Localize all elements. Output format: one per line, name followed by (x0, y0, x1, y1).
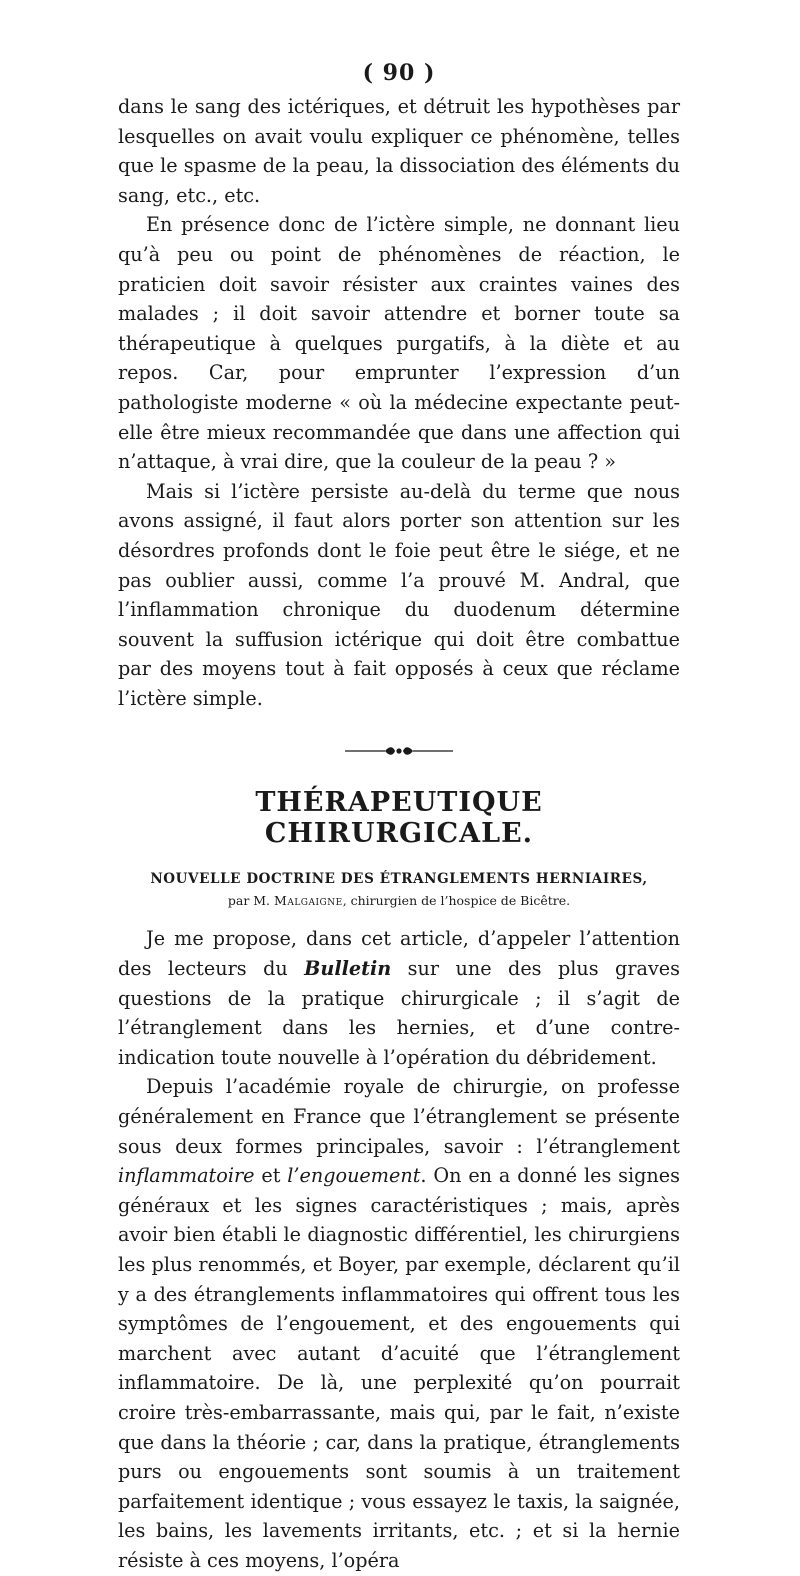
byline-suffix: , chirurgien de l’hospice de Bicêtre. (342, 893, 571, 909)
paragraph-academy (118, 1072, 680, 1575)
paragraph-simple-icterus: En présence donc de l’ictère simple, ne donnant lieu qu’à peu ou point de phénomènes de réaction, le praticien doit savoir résister aux craintes vaines des malades ; il doit savoir attendre et borner toute sa thérapeutique à quelques purgatifs, à la diète et au repos. Car, pour emprunter l’expression d’un pathologiste moderne « où la médecine expectante peut-elle être mieux recommandée que dans une affection qui n’attaque, à vrai dire, que la couleur de la peau ? » (118, 213, 680, 474)
journal-title: Bulletin (304, 957, 392, 981)
article-title: NOUVELLE DOCTRINE DES ÉTRANGLEMENTS HERNIAIRES, (150, 871, 648, 888)
ornamental-divider (118, 743, 680, 757)
academy-text-1: Depuis l’académie royale de chirurgie, on professe généralement en France que l’étranglement se présente sous deux formes principales, savoir : l’étranglement (118, 1075, 680, 1158)
book-page (118, 60, 680, 1576)
author-name: Malgaigne (274, 893, 343, 909)
byline-prefix: par M. (227, 893, 271, 909)
article-byline (118, 893, 680, 908)
term-inflammatoire: inflammatoire (118, 1164, 255, 1188)
intro-text-start: Je me propose, dans cet article, d’appeler l’attention des lecteurs du (118, 927, 680, 981)
section-title: THÉRAPEUTIQUE CHIRURGICALE. (255, 787, 543, 850)
paragraph-persistent-icterus: Mais si l’ictère persiste au-delà du terme que nous avons assigné, il faut alors porter son attention sur les désordres profonds dont le foie peut être le siége, et ne pas oublier aussi, comme l’a prouvé M. Andral, que l’inflammation chronique du duodenum détermine souvent la suffusion ictérique qui doit être combattue par des moyens tout à fait opposés à ceux que réclame l’ictère simple. (118, 479, 680, 710)
academy-text-3: . On en a donné les signes généraux et les signes caractéristiques ; mais, après avoir bien établi le diagnostic différentiel, les chirurgiens les plus renommés, et Boyer, par exemple, déclarent qu’il y a des étranglements inflammatoires qui offrent tous les symptômes de l’engouement, et des engouements qui marchent avec autant d’acuité que l’étranglement inflammatoire. De là, une perplexité qu’on pourrait croire très-embarrassante, mais qui, par le fait, n’existe que dans la théorie ; car, dans la pratique, étranglements purs ou engouements sont soumis à un traitement parfaitement identique ; vous essayez le taxis, la saignée, les bains, les lavements irritants, etc. ; et si la hernie résiste à ces moyens, l’opéra (118, 1164, 680, 1572)
page-number: ( 90 ) (362, 60, 436, 86)
term-engouement: l’engouement (287, 1164, 421, 1188)
intro-text-end: sur une des plus graves questions de la pratique chirurgicale ; il s’agit de l’étranglement dans les hernies, et d’une contre-indication toute nouvelle à l’opération du débridement. (118, 957, 680, 1069)
ornament-icon (339, 744, 459, 758)
academy-text-2: et (254, 1164, 288, 1188)
paragraph-intro (118, 924, 680, 1072)
paragraph-continuation: dans le sang des ictériques, et détruit les hypothèses par lesquelles on avait voulu expliquer ce phénomène, telles que le spasme de la peau, la dissociation des éléments du sang, etc., etc. (118, 95, 680, 207)
